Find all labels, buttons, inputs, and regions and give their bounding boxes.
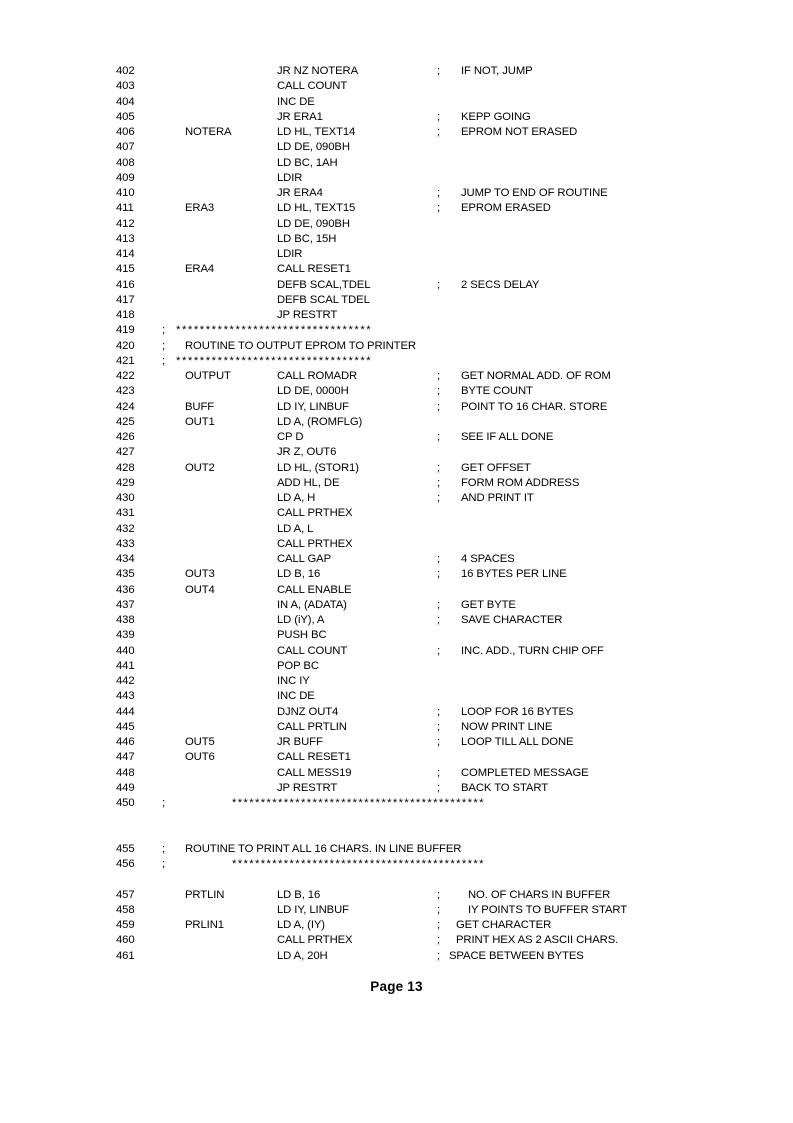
listing-row: [0, 674, 793, 689]
comment-text: COMPLETED MESSAGE: [461, 766, 589, 779]
listing-row: [0, 171, 793, 186]
comment-separator: ;: [437, 126, 441, 138]
comment-separator: ;: [437, 705, 441, 718]
comment-text: PRINT HEX AS 2 ASCII CHARS.: [456, 934, 619, 947]
comment-separator: ;: [437, 202, 441, 215]
instruction-label: OUT1: [185, 415, 215, 428]
line-number: 459: [116, 919, 135, 931]
comment-separator: ;: [162, 354, 166, 367]
listing-row: [0, 384, 793, 399]
listing-row: [0, 735, 793, 750]
comment-text: IY POINTS TO BUFFER START: [468, 903, 628, 916]
instruction-label: OUT4: [185, 583, 215, 596]
line-number: 440: [116, 644, 135, 657]
instruction-text: CALL MESS19: [277, 766, 352, 779]
line-number: 458: [116, 903, 135, 916]
instruction-text: CALL PRTLIN: [277, 720, 347, 733]
instruction-label: ERA4: [185, 263, 215, 276]
instruction-text: CALL GAP: [277, 553, 332, 565]
instruction-text: JR ERA4: [277, 187, 323, 199]
line-number: 445: [116, 720, 135, 733]
line-number: 419: [116, 324, 135, 337]
line-number: 424: [116, 400, 135, 413]
line-number: 417: [116, 293, 135, 306]
line-number: 405: [116, 110, 135, 123]
listing-row: [0, 232, 793, 247]
listing-row: [0, 110, 793, 125]
assembly-listing: [0, 64, 793, 964]
line-number: 402: [116, 65, 135, 77]
listing-row: [0, 95, 793, 110]
listing-row: [0, 186, 793, 201]
instruction-text: LD IY, LINBUF: [277, 400, 349, 413]
comment-separator: ;: [162, 339, 166, 352]
comment-text: GET CHARACTER: [456, 919, 552, 931]
comment-text: 4 SPACES: [461, 553, 515, 565]
line-number: 432: [116, 522, 135, 535]
listing-row: [0, 796, 793, 811]
line-number: 408: [116, 156, 135, 169]
instruction-text: LD HL, (STOR1): [277, 461, 359, 474]
comment-text: BYTE COUNT: [461, 385, 533, 398]
comment-text: NOW PRINT LINE: [461, 720, 553, 733]
line-number: 423: [116, 385, 135, 398]
line-number: 436: [116, 583, 135, 596]
comment-text: SEE IF ALL DONE: [461, 431, 554, 443]
line-number: 460: [116, 934, 135, 947]
comment-text: FORM ROM ADDRESS: [461, 476, 580, 489]
comment-text: ROUTINE TO PRINT ALL 16 CHARS. IN LINE BUFFER: [185, 842, 462, 855]
line-number: 444: [116, 705, 135, 718]
listing-row: [0, 491, 793, 506]
comment-text: SAVE CHARACTER: [461, 614, 563, 626]
comment-separator: ;: [437, 553, 441, 565]
comment-separator: ;: [437, 781, 441, 794]
comment-separator: ;: [437, 385, 441, 398]
line-number: 449: [116, 781, 135, 794]
comment-separator: ;: [437, 110, 441, 123]
comment-separator: ;: [437, 919, 441, 931]
comment-text: LOOP TILL ALL DONE: [461, 736, 574, 748]
comment-text: JUMP TO END OF ROUTINE: [461, 187, 608, 199]
comment-text: KEPP GOING: [461, 110, 531, 123]
comment-text: SPACE BETWEEN BYTES: [449, 949, 584, 962]
listing-row: [0, 644, 793, 659]
listing-row: [0, 125, 793, 140]
listing-row: [0, 247, 793, 262]
comment-text: NO. OF CHARS IN BUFFER: [468, 888, 611, 901]
instruction-text: JR BUFF: [277, 736, 323, 748]
instruction-text: LDIR: [277, 248, 303, 260]
line-number: 426: [116, 431, 135, 443]
listing-row: [0, 750, 793, 765]
listing-row: [0, 522, 793, 537]
instruction-label: NOTERA: [185, 126, 232, 138]
line-number: 410: [116, 187, 135, 199]
comment-separator: ;: [437, 431, 441, 443]
instruction-text: LD DE, 0000H: [277, 385, 349, 398]
line-number: 421: [116, 354, 135, 367]
comment-separator: ;: [437, 766, 441, 779]
line-number: 456: [116, 858, 135, 870]
listing-row: [0, 64, 793, 79]
listing-row: [0, 156, 793, 171]
line-number: 427: [116, 446, 135, 459]
comment-separator: ;: [437, 278, 441, 291]
line-number: 420: [116, 339, 135, 352]
instruction-text: JR NZ NOTERA: [277, 65, 359, 77]
comment-text: IF NOT, JUMP: [461, 65, 533, 77]
line-number: 431: [116, 507, 135, 520]
comment-separator: ;: [437, 949, 441, 962]
listing-row: [0, 308, 793, 323]
listing-row: [0, 461, 793, 476]
line-number: 413: [116, 232, 135, 245]
comment-separator: ;: [437, 614, 441, 626]
listing-row: [0, 888, 793, 903]
comment-separator: ;: [437, 903, 441, 916]
instruction-text: CALL PRTHEX: [277, 537, 353, 550]
comment-separator: ;: [437, 644, 441, 657]
instruction-label: OUTPUT: [185, 370, 231, 382]
listing-row: [0, 445, 793, 460]
instruction-text: JP RESTRT: [277, 781, 338, 794]
listing-row: [0, 857, 793, 872]
comment-text: ROUTINE TO OUTPUT EPROM TO PRINTER: [185, 339, 416, 352]
comment-text: BACK TO START: [461, 781, 549, 794]
instruction-text: JR Z, OUT6: [277, 446, 337, 459]
comment-text: EPROM ERASED: [461, 202, 551, 215]
instruction-text: IN A, (ADATA): [277, 598, 347, 611]
comment-separator: ;: [437, 492, 441, 504]
instruction-text: LD A, 20H: [277, 949, 328, 962]
listing-row: [0, 400, 793, 415]
instruction-text: JR ERA1: [277, 110, 323, 123]
listing-row: [0, 293, 793, 308]
instruction-text: LDIR: [277, 171, 303, 184]
instruction-text: LD A, L: [277, 522, 314, 535]
comment-text: LOOP FOR 16 BYTES: [461, 705, 574, 718]
line-number: 443: [116, 690, 135, 703]
listing-row: [0, 506, 793, 521]
instruction-text: CALL ROMADR: [277, 370, 358, 382]
listing-row: [0, 140, 793, 155]
instruction-text: DEFB SCAL TDEL: [277, 293, 370, 306]
instruction-label: OUT3: [185, 568, 215, 581]
comment-separator: ;: [437, 461, 441, 474]
instruction-text: CALL RESET1: [277, 751, 351, 764]
comment-text: GET NORMAL ADD. OF ROM: [461, 370, 611, 382]
instruction-text: LD A, (IY): [277, 919, 325, 931]
listing-row: [0, 689, 793, 704]
comment-separator: ;: [437, 187, 441, 199]
instruction-label: ERA3: [185, 202, 215, 215]
listing-row: [0, 659, 793, 674]
instruction-label: OUT5: [185, 736, 215, 748]
line-number: 415: [116, 263, 135, 276]
comment-separator: ;: [437, 568, 441, 581]
comment-text: 2 SECS DELAY: [461, 278, 540, 291]
line-number: 406: [116, 126, 135, 138]
instruction-text: LD B, 16: [277, 568, 321, 581]
comment-separator: ;: [437, 598, 441, 611]
line-number: 416: [116, 278, 135, 291]
instruction-text: LD HL, TEXT15: [277, 202, 356, 215]
instruction-text: LD (iY), A: [277, 614, 325, 626]
page-number-footer: Page 13: [370, 979, 423, 994]
line-number: 414: [116, 248, 135, 260]
comment-separator: ;: [162, 324, 166, 337]
line-number: 455: [116, 842, 135, 855]
listing-row: [0, 613, 793, 628]
line-number: 457: [116, 888, 135, 901]
instruction-text: PUSH BC: [277, 629, 327, 642]
line-number: 418: [116, 309, 135, 321]
asterisk-rule: *********************************: [176, 324, 373, 337]
instruction-text: CALL RESET1: [277, 263, 351, 276]
comment-text: 16 BYTES PER LINE: [461, 568, 567, 581]
line-number: 407: [116, 141, 135, 154]
asterisk-rule: ********************************************: [232, 797, 485, 809]
listing-row: [0, 369, 793, 384]
line-number: 438: [116, 614, 135, 626]
listing-row: [0, 79, 793, 94]
comment-separator: ;: [162, 842, 166, 855]
line-number: 450: [116, 797, 135, 809]
line-number: 447: [116, 751, 135, 764]
listing-spacer-row: [0, 811, 793, 826]
listing-row: [0, 339, 793, 354]
instruction-text: LD IY, LINBUF: [277, 903, 349, 916]
instruction-text: INC DE: [277, 95, 315, 108]
line-number: 409: [116, 171, 135, 184]
listing-row: [0, 567, 793, 582]
comment-text: GET OFFSET: [461, 461, 531, 474]
instruction-text: JP RESTRT: [277, 309, 338, 321]
listing-row: [0, 430, 793, 445]
comment-text: AND PRINT IT: [461, 492, 534, 504]
comment-separator: ;: [437, 720, 441, 733]
line-number: 439: [116, 629, 135, 642]
instruction-text: CALL ENABLE: [277, 583, 352, 596]
instruction-text: CP D: [277, 431, 304, 443]
instruction-text: LD BC, 1AH: [277, 156, 338, 169]
line-number: 429: [116, 476, 135, 489]
instruction-text: POP BC: [277, 659, 319, 672]
instruction-text: DJNZ OUT4: [277, 705, 339, 718]
comment-separator: ;: [437, 934, 441, 947]
asterisk-rule: ********************************************: [232, 858, 485, 870]
instruction-text: CALL PRTHEX: [277, 507, 353, 520]
listing-row: [0, 598, 793, 613]
listing-row: [0, 781, 793, 796]
instruction-text: LD A, H: [277, 492, 316, 504]
line-number: 434: [116, 553, 135, 565]
asterisk-rule: *********************************: [176, 354, 373, 367]
listing-row: [0, 201, 793, 216]
listing-row: [0, 628, 793, 643]
listing-spacer-row: [0, 872, 793, 887]
listing-row: [0, 705, 793, 720]
listing-row: [0, 262, 793, 277]
comment-separator: ;: [437, 476, 441, 489]
instruction-text: DEFB SCAL,TDEL: [277, 278, 371, 291]
instruction-label: BUFF: [185, 400, 215, 413]
listing-row: [0, 842, 793, 857]
line-number: 411: [116, 202, 134, 215]
line-number: 461: [116, 949, 135, 962]
line-number: 422: [116, 370, 135, 382]
instruction-label: OUT6: [185, 751, 215, 764]
line-number: 404: [116, 95, 135, 108]
instruction-text: CALL COUNT: [277, 644, 348, 657]
instruction-text: INC IY: [277, 675, 310, 687]
listing-row: [0, 476, 793, 491]
instruction-label: PRTLIN: [185, 888, 225, 901]
comment-text: POINT TO 16 CHAR. STORE: [461, 400, 608, 413]
comment-separator: ;: [437, 736, 441, 748]
line-number: 412: [116, 217, 135, 230]
comment-text: GET BYTE: [461, 598, 516, 611]
instruction-text: CALL PRTHEX: [277, 934, 353, 947]
line-number: 403: [116, 80, 135, 93]
listing-row: [0, 415, 793, 430]
line-number: 437: [116, 598, 135, 611]
comment-separator: ;: [162, 858, 166, 870]
line-number: 446: [116, 736, 135, 748]
line-number: 441: [116, 659, 135, 672]
listing-row: [0, 537, 793, 552]
instruction-text: CALL COUNT: [277, 80, 348, 93]
comment-separator: ;: [437, 888, 441, 901]
comment-separator: ;: [162, 797, 166, 809]
listing-row: [0, 354, 793, 369]
instruction-text: ADD HL, DE: [277, 476, 340, 489]
instruction-text: LD HL, TEXT14: [277, 126, 356, 138]
listing-row: [0, 949, 793, 964]
instruction-label: OUT2: [185, 461, 215, 474]
listing-row: [0, 583, 793, 598]
listing-row: [0, 766, 793, 781]
line-number: 442: [116, 675, 135, 687]
instruction-text: INC DE: [277, 690, 315, 703]
listing-row: [0, 217, 793, 232]
comment-text: INC. ADD., TURN CHIP OFF: [461, 644, 604, 657]
instruction-label: PRLIN1: [185, 919, 224, 931]
listing-row: [0, 552, 793, 567]
line-number: 435: [116, 568, 135, 581]
line-number: 430: [116, 492, 135, 504]
listing-row: [0, 323, 793, 338]
listing-row: [0, 720, 793, 735]
instruction-text: LD B, 16: [277, 888, 321, 901]
instruction-text: LD A, (ROMFLG): [277, 415, 363, 428]
instruction-text: LD BC, 15H: [277, 232, 337, 245]
line-number: 428: [116, 461, 135, 474]
comment-separator: ;: [437, 370, 441, 382]
instruction-text: LD DE, 090BH: [277, 141, 350, 154]
comment-text: EPROM NOT ERASED: [461, 126, 578, 138]
comment-separator: ;: [437, 65, 441, 77]
listing-row: [0, 903, 793, 918]
line-number: 448: [116, 766, 135, 779]
instruction-text: LD DE, 090BH: [277, 217, 350, 230]
listing-row: [0, 933, 793, 948]
comment-separator: ;: [437, 400, 441, 413]
listing-spacer-row: [0, 827, 793, 842]
listing-row: [0, 278, 793, 293]
line-number: 425: [116, 415, 135, 428]
line-number: 433: [116, 537, 135, 550]
listing-row: [0, 918, 793, 933]
